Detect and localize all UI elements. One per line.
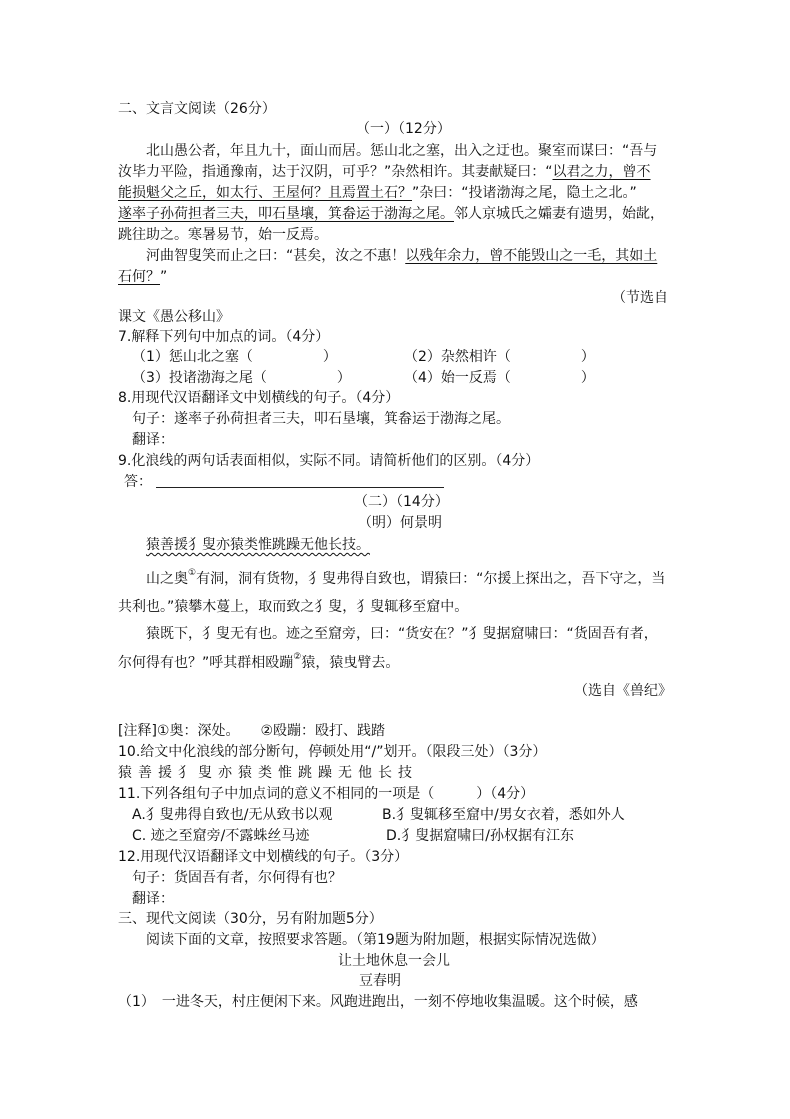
q7-item: （1）惩山北之塞（ ） [132,349,337,365]
article-author: 豆春明 [359,973,401,989]
passage1-line [118,268,167,286]
wavy-sentence: 猿善援犭叟亦猿类惟跳躁无他长技。 [146,537,370,553]
passage1-line [118,163,651,181]
part2-heading: （二）（14分） [354,494,449,510]
q11-option-b: B.犭叟辄移至窟中/男女衣着，悉如外人 [382,807,625,823]
underlined-sentence: 能损魁父之丘，如太行、王屋何？且焉置土石？ [118,185,412,201]
passage2-line: 共利也。”猿攀木蔓上，取而致之犭叟，犭叟辄移至窟中。 [118,599,469,615]
underlined-sentence: 以残年余力，曾不能毁山之一毛，其如土 [405,248,658,264]
question-9: 9.化浪线的两句话表面相似，实际不同。请简析他们的区别。（4分） [118,453,540,469]
q11-option-c: C. 迹之至窟旁/不露蛛丝马迹 [132,828,310,844]
q12-translate-label: 翻译： [132,891,174,907]
question-12: 12.用现代汉语翻译文中划横线的句子。（3分） [118,849,409,865]
passage2-line: 猿既下，犭叟无有也。迹之至窟旁，曰：“货安在？”犭叟据窟啸曰：“货固吾有者， [146,626,658,642]
passage1-text: 河曲智叟笑而止之曰：“甚矣，汝之不惠！ [146,248,406,264]
source-note: （节选自 [612,290,668,306]
q9-answer-label: 答： [124,474,152,490]
footnote-mark: ② [293,652,302,663]
q7-item: （4）始一反焉（ ） [404,370,595,386]
question-7: 7.解释下列句中加点的词。（4分） [118,329,330,345]
passage2-text: 有洞，洞有货物，犭叟弗得自致也，谓猿曰：“尔援上探出之，吾下守之，当 [196,571,666,587]
q8-translate-label: 翻译： [132,432,174,448]
source-note: （选自《兽纪》 [574,683,672,699]
passage2-text: 山之奥 [146,571,188,587]
underlined-sentence: 遂率子孙荷担者三夫，叩石垦壤，箕畚运于渤海之尾。 [118,206,454,222]
passage1-text: 邻人京城氏之孀妻有遗男，始龀， [454,206,664,222]
passage2-text: 尔何得有也？”呼其群相殴蹦 [118,655,294,671]
underlined-sentence: 以君之力，曾不 [552,164,651,180]
passage1-line [146,247,657,265]
q8-sentence: 句子：遂率子孙荷担者三夫，叩石垦壤，箕畚运于渤海之尾。 [132,411,510,427]
passage2-line [118,654,399,672]
q11-option-a: A.犭叟弗得自致也/无从致书以观 [132,807,333,823]
passage1-text: ” [160,269,168,285]
question-8: 8.用现代汉语翻译文中划横线的句子。（4分） [118,390,400,406]
passage1-text: ”杂曰：“投诸渤海之尾，隐土之北。” [412,185,637,201]
passage1-line: 跳往助之。寒暑易节，始一反焉。 [118,227,328,243]
passage2-text: 猿，猿曳臂去。 [301,655,400,671]
part2-author: （明）何景明 [358,515,442,531]
footnote-mark: ① [188,568,197,579]
underlined-sentence: 石何？ [118,269,160,285]
article-paragraph: （1） 一进冬天，村庄便闲下来。风跑进跑出，一刻不停地收集温暖。这个时候，感 [118,994,638,1010]
passage1-text: 汝毕力平险，指通豫南，达于汉阴，可乎？”杂然相许。其妻献疑曰：“ [118,164,553,180]
q12-sentence: 句子：货固吾有者，尔何得有也？ [132,870,342,886]
passage1-line [118,184,637,202]
section3-instruction: 阅读下面的文章，按照要求答题。（第19题为附加题，根据实际情况选做） [146,932,605,948]
answer-line[interactable] [156,487,444,488]
q10-characters: 猿善援犭叟亦猿类惟跳躁无他长技 [118,765,418,781]
passage1-line [118,205,664,223]
annotation-note: [注释]①奥：深处。 ②殴蹦：殴打、践踏 [118,723,386,739]
q7-item: （2）杂然相许（ ） [404,349,595,365]
q7-item: （3）投诸渤海之尾（ ） [132,370,351,386]
passage2-line [146,570,665,588]
section-title: 二、文言文阅读（26分） [118,101,276,117]
source-note: 课文《愚公移山》 [118,309,230,325]
section-title: 三、现代文阅读（30分，另有附加题5分） [118,911,383,927]
part1-heading: （一）（12分） [356,121,451,137]
question-11: 11.下列各组句子中加点词的意义不相同的一项是（ ）（4分） [118,786,535,802]
question-10: 10.给文中化浪线的部分断句，停顿处用“/”划开。（限段三处）（3分） [118,744,547,760]
passage1-line: 北山愚公者，年且九十，面山而居。惩山北之塞，出入之迂也。聚室而谋曰：“吾与 [146,143,658,159]
q11-option-d: D.犭叟据窟啸曰/孙权据有江东 [386,828,574,844]
article-title: 让土地休息一会儿 [338,953,450,969]
